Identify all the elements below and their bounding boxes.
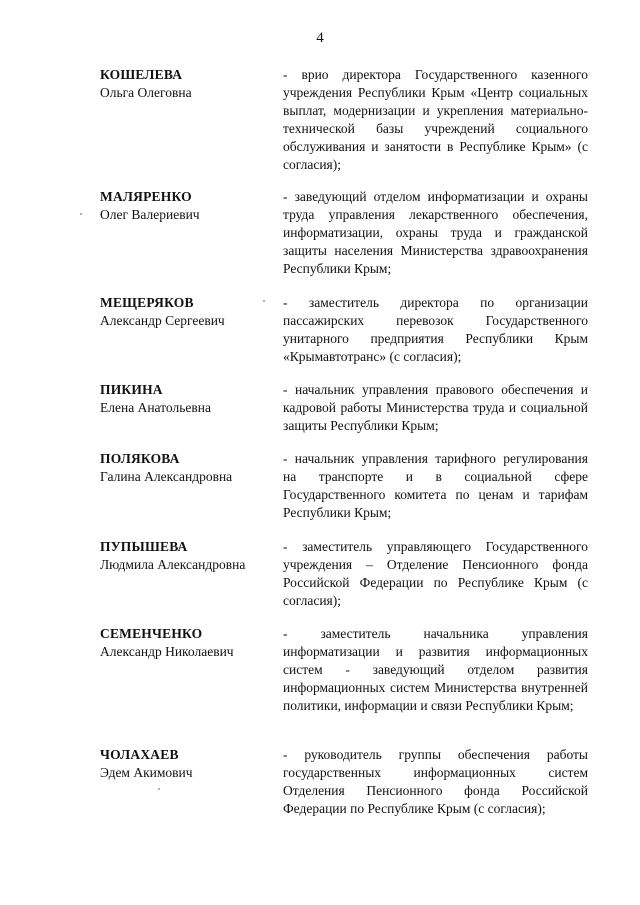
member-name — [100, 538, 275, 574]
scan-speck — [80, 213, 82, 215]
member-given-names: Эдем Акимович — [100, 765, 193, 780]
member-given-names: Ольга Олеговна — [100, 85, 192, 100]
member-name — [100, 381, 275, 417]
member-position: - врио директора Государственного казенного учреждения Республики Крым «Центр социальных выплат, модернизации и укрепления материально-технической базы учреждений социального обслуживания и занятости в Республике Крым» (с согласия); — [283, 67, 588, 172]
member-position: - заведующий отделом информатизации и охраны труда управления лекарственного обеспечения, информатизации, охраны труда и гражданской защиты населения Министерства здравоохранения Республики Крым; — [283, 189, 588, 276]
member-surname: МЕЩЕРЯКОВ — [100, 295, 194, 310]
scan-speck — [158, 788, 160, 790]
member-surname: ПИКИНА — [100, 382, 163, 397]
member-name — [100, 294, 275, 330]
page-number: 4 — [316, 30, 324, 46]
member-name — [100, 66, 275, 102]
member-position: - начальник управления тарифного регулирования на транспорте и в социальной сфере Государственного комитета по ценам и тарифам Республики Крым; — [283, 451, 588, 520]
member-position: - руководитель группы обеспечения работы государственных информационных систем Отделения Пенсионного фонда Российской Федерации по Республике Крым (с согласия); — [283, 747, 588, 816]
member-surname: СЕМЕНЧЕНКО — [100, 626, 203, 641]
member-name — [100, 746, 275, 782]
member-surname: МАЛЯРЕНКО — [100, 189, 192, 204]
member-position: - начальник управления правового обеспечения и кадровой работы Министерства труда и социальной защиты Республики Крым; — [283, 382, 588, 433]
member-position: - заместитель начальника управления информатизации и развития информационных систем - заведующий отделом развития информационных систем Министерства внутренней политики, информации и связи Республики Крым; — [283, 626, 588, 713]
member-name — [100, 450, 275, 486]
member-surname: КОШЕЛЕВА — [100, 67, 183, 82]
member-surname: ПОЛЯКОВА — [100, 451, 180, 466]
member-given-names: Олег Валериевич — [100, 207, 200, 222]
member-given-names: Галина Александровна — [100, 469, 233, 484]
member-given-names: Александр Сергеевич — [100, 313, 225, 328]
member-surname: ЧОЛАХАЕВ — [100, 747, 179, 762]
member-given-names: Елена Анатольевна — [100, 400, 211, 415]
member-given-names: Людмила Александровна — [100, 557, 246, 572]
member-surname: ПУПЫШЕВА — [100, 539, 188, 554]
member-name — [100, 625, 275, 661]
member-position: - заместитель управляющего Государственного учреждения – Отделение Пенсионного фонда Российской Федерации по Республике Крым (с согласия); — [283, 539, 588, 608]
member-name — [100, 188, 275, 224]
member-given-names: Александр Николаевич — [100, 644, 234, 659]
member-position: - заместитель директора по организации пассажирских перевозок Государственного унитарного предприятия Республики Крым «Крымавтотранс» (с согласия); — [283, 295, 588, 364]
